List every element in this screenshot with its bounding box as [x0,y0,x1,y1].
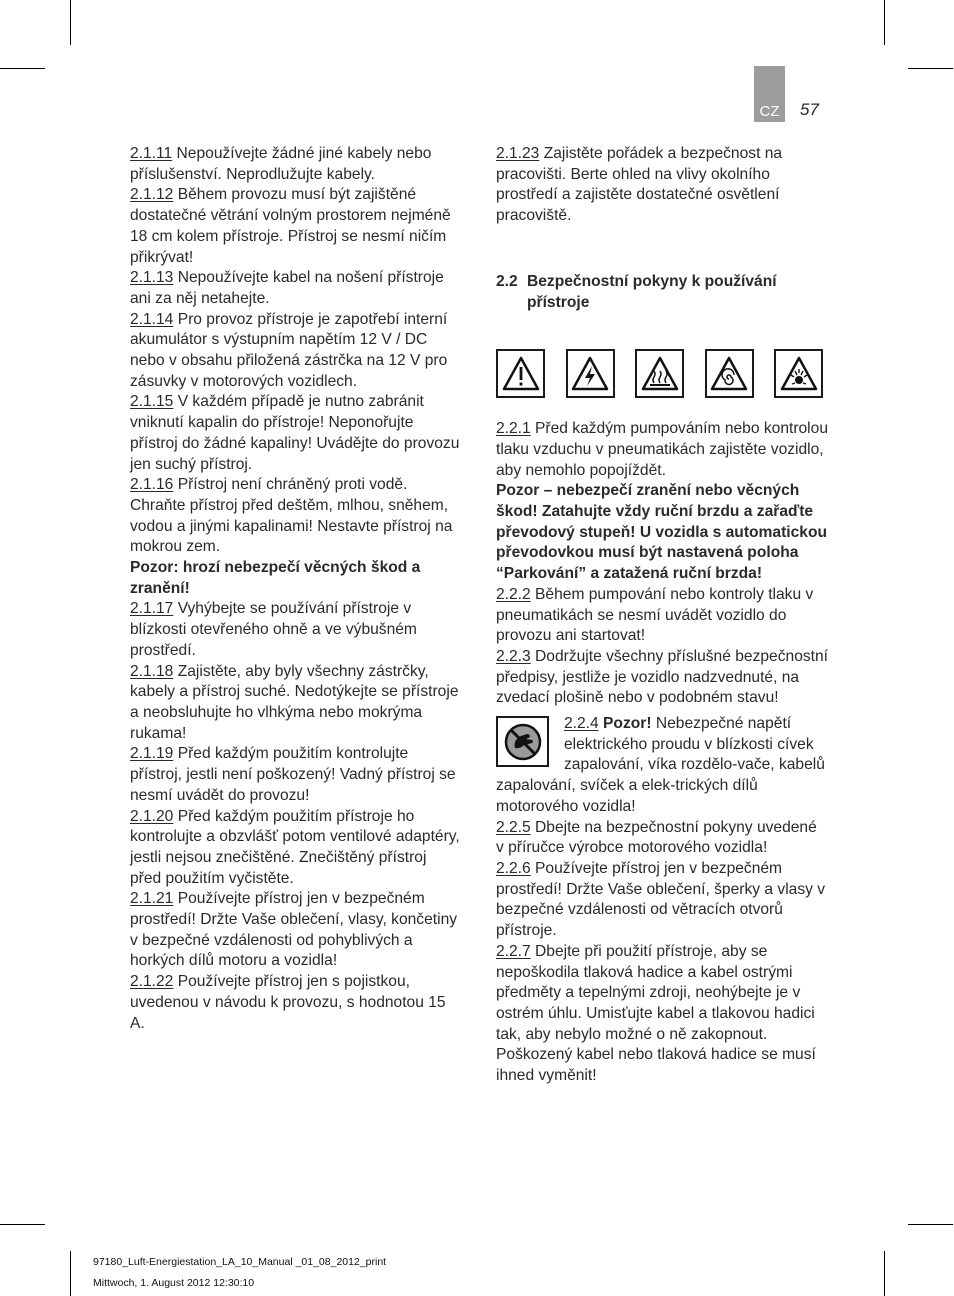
clause-ref: 2.2.3 [496,647,531,665]
hazard-symbols [496,349,823,398]
crop-mark [884,0,885,45]
clause-ref: 2.1.21 [130,890,174,908]
section-number: 2.2 [496,272,518,290]
paragraph-2-1-22: 2.1.22 Používejte přístroj jen s pojistkou, uvedenou v návodu k provozu, s hodnotou 15 A. [130,973,446,1032]
electric-hazard-icon [566,349,615,398]
footer-file-name: 97180_Luft-Energiestation_LA_10_Manual _01_08_2012_print [93,1256,387,1268]
no-touch-engine-icon [496,716,549,767]
paragraph-2-2-5: 2.2.5 Dbejte na bezpečnostní pokyny uvedené v příručce výrobce motorového vozidla! [496,818,817,857]
paragraph-2-2-1: 2.2.1 Před každým pumpováním nebo kontrolou tlaku vzduchu v pneumatikách zajistěte vozidlo, aby nemohlo popojíždět. [496,420,828,479]
warning-text: Pozor – nebezpečí zranění nebo věcných škod! Zatahujte vždy ruční brzdu a zařaďte převodový stupeň! U vozidla s automatickou převodovkou musí být nastavená poloha “Parkování” a zatažená ruční brzda! [496,482,827,583]
crop-mark [908,68,953,69]
paragraph-2-1-16: 2.1.16 Přístroj není chráněný proti vodě. Chraňte přístroj před deštěm, mlhou, sněhem, vodou a jinými kapalinami! Nestavte přístroj na mokrou zem. [130,476,453,556]
paragraph-2-2-7: 2.2.7 Dbejte při použití přístroje, aby se nepoškodila tlaková hadice a kabel ostrými předměty a tepelnými zdroji, neohýbejte je v ostrém úhlu. Umisťujte kabel a tlakovou hadici tak, aby nebylo možné o ně zakopnout. Poškozený kabel nebo tlaková hadice se musí ihned vyměnit! [496,942,816,1085]
left-column [130,144,460,1034]
hot-surface-icon [635,349,684,398]
explosion-hazard-icon [774,349,823,398]
clause-ref: 2.1.20 [130,807,174,825]
crop-mark [0,68,45,69]
clause-ref: 2.2.6 [496,859,531,877]
clause-ref: 2.1.23 [496,145,540,162]
paragraph-2-2-3: 2.2.3 Dodržujte všechny příslušné bezpečnostní předpisy, jestliže je vozidlo nadzvednuté, na zvedací plošině nebo v podobném stavu! [496,647,828,707]
crop-mark [70,1251,71,1296]
clause-ref: 2.1.18 [130,662,174,680]
paragraph-2-2-6: 2.2.6 Používejte přístroj jen v bezpečném prostředí! Držte Vaše oblečení, šperky a vlasy v bezpečné vzdálenosti od větracích otvorů přístroje. [496,859,826,940]
paragraph-2-1-11: 2.1.11 Nepoužívejte žádné jiné kabely nebo příslušenství. Neprodlužujte kabely. [130,145,432,183]
clause-ref: 2.1.22 [130,973,174,991]
paragraph-2-1-12: 2.1.12 Během provozu musí být zajištěné dostatečné větrání volným prostorem nejméně 18 cm kolem přístroje. Přístroj se nesmí ničím přikrývat! [130,186,451,266]
section-heading [496,272,828,313]
crop-mark [884,1251,885,1296]
language-code: CZ [759,103,780,120]
paragraph-2-1-21: 2.1.21 Používejte přístroj jen v bezpečném prostředí! Držte Vaše oblečení, vlasy, končetiny v bezpečné vzdálenosti od pohyblivých a horkých dílů motoru a vozidla! [130,890,458,970]
crop-mark [908,1224,953,1225]
clause-ref: 2.1.16 [130,476,174,494]
paragraph-2-1-13: 2.1.13 Nepoužívejte kabel na nošení přístroje ani za něj netahejte. [130,269,444,307]
paragraph-2-1-19: 2.1.19 Před každým použitím kontrolujte přístroj, jestli není poškozený! Vadný přístroj se nesmí uvádět do provozu! [130,745,456,804]
paragraph-2-2-4-block [496,714,828,818]
clause-ref: 2.1.12 [130,186,174,204]
warning-text: Pozor: hrozí nebezpečí věcných škod a zranění! [130,559,421,597]
section-title: Bezpečnostní pokyny k používání přístroje [527,272,777,311]
page-number: 57 [800,100,819,119]
paragraph-2-1-17: 2.1.17 Vyhýbejte se používání přístroje v blízkosti otevřeného ohně a ve výbušném prostředí. [130,600,417,659]
paragraph-2-1-20: 2.1.20 Před každým použitím přístroje ho kontrolujte a obzvlášť potom ventilové adaptéry, jestli nejsou znečištěné. Znečištěný přístroj před použitím vyčistěte. [130,807,460,887]
crop-mark [0,1224,45,1225]
paragraph-2-1-15: 2.1.15 V každém případě je nutno zabránit vniknutí kapalin do přístroje! Neponořujte přístroj do žádné kapaliny! Uvádějte do provozu jen suchý přístroj. [130,393,460,473]
clause-ref: 2.2.2 [496,585,531,603]
crop-mark [70,0,71,45]
clause-ref: 2.1.11 [130,145,173,162]
clause-ref: 2.1.15 [130,393,174,411]
clause-ref: 2.2.5 [496,818,531,836]
rotating-parts-icon [705,349,754,398]
paragraph-2-1-23: 2.1.23 Zajistěte pořádek a bezpečnost na pracovišti. Berte ohled na vlivy okolního prostředí a zajistěte dostatečné osvětlení pracoviště. [496,145,783,225]
clause-ref: 2.1.17 [130,600,174,618]
warning-triangle-icon [496,349,545,398]
clause-ref: 2.2.4 [564,715,599,733]
footer-timestamp: Mittwoch, 1. August 2012 12:30:10 [93,1277,255,1289]
paragraph-2-2-4: 2.2.4 Pozor! Nebezpečné napětí elektrického proudu v blízkosti cívek zapalování, víka rozdělo-vače, kabelů zapalování, svíček a elek-trických dílů motorového vozidla! [496,715,825,815]
paragraph-2-2-2: 2.2.2 Během pumpování nebo kontroly tlaku v pneumatikách se nesmí uvádět vozidlo do provozu ani startovat! [496,585,814,645]
clause-ref: 2.1.13 [130,269,174,287]
language-tab [754,66,785,122]
clause-ref: 2.1.19 [130,745,174,763]
clause-ref: 2.1.14 [130,310,174,328]
paragraph-2-1-18: 2.1.18 Zajistěte, aby byly všechny zástrčky, kabely a přístroj suché. Nedotýkejte se přístroje a neobsluhujte ho vlhkýma nebo mokrýma rukama! [130,662,459,742]
clause-ref: 2.2.1 [496,420,531,438]
clause-ref: 2.2.7 [496,942,531,960]
paragraph-2-1-14: 2.1.14 Pro provoz přístroje je zapotřebí interní akumulátor s výstupním napětím 12 V / DC nebo v obsahu přiložená zástrčka na 12 V pro zásuvky v motorových vozidlech. [130,310,448,390]
right-column [496,144,828,1087]
